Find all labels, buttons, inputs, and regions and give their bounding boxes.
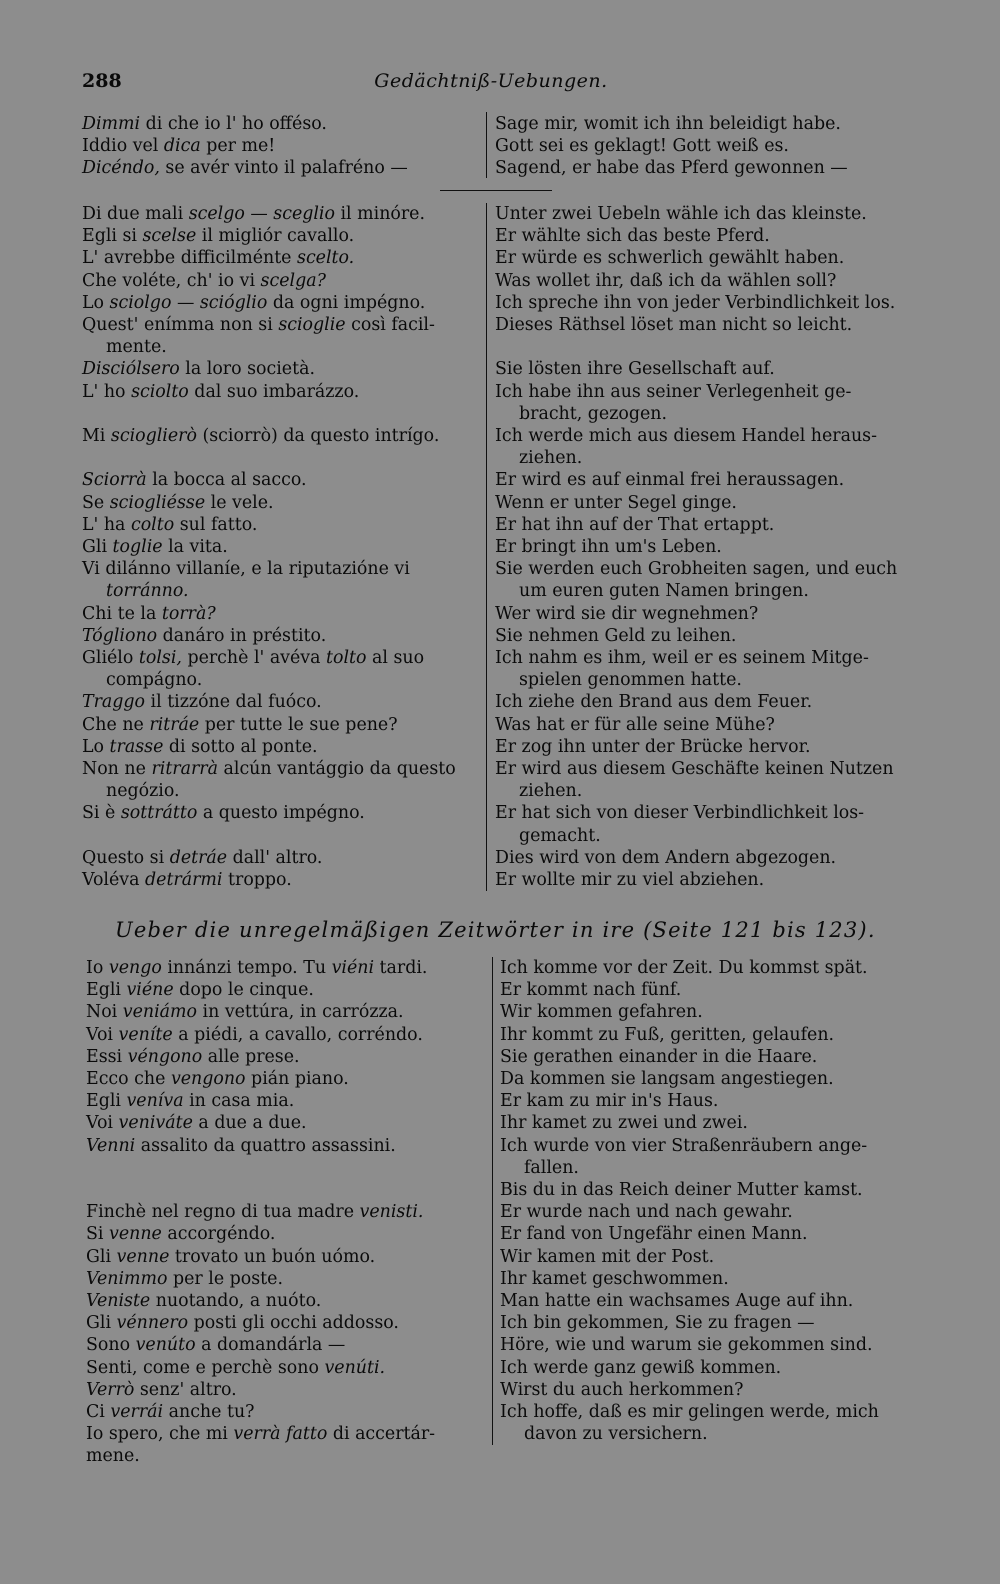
text-segment: Chi te la (82, 603, 162, 624)
german-line: Höre, wie und warum sie gekommen sind. (500, 1335, 873, 1356)
text-segment: Voléva (82, 870, 146, 891)
german-line: ziehen. (519, 781, 583, 802)
text-segment: nuotando, a nuóto. (150, 1291, 322, 1312)
italic-verb: verrái (110, 1402, 164, 1423)
italian-line (82, 758, 477, 780)
text-segment: compágno. (106, 670, 203, 691)
italian-line (82, 780, 477, 802)
german-line: Ihr kommt zu Fuß, geritten, gelaufen. (500, 1024, 835, 1045)
italic-verb: Tógliono (82, 625, 158, 646)
italic-verb: venisti. (359, 1202, 424, 1223)
section2-german-column (495, 203, 898, 891)
italic-verb: torránno. (106, 581, 189, 602)
italian-line (86, 1135, 481, 1157)
text-segment: a questo impégno. (197, 803, 365, 824)
italian-line (82, 802, 477, 824)
german-line: Ich komme vor der Zeit. Du kommst spät. (500, 958, 868, 978)
text-segment: la bocca al sacco. (146, 470, 307, 491)
text-segment: in casa mia. (183, 1091, 295, 1112)
italic-verb: sottrátto (120, 803, 198, 824)
italic-verb: Disciólsero (82, 359, 180, 380)
text-segment (82, 448, 88, 468)
italian-line (86, 1445, 481, 1467)
italic-verb: veniváte (118, 1113, 193, 1134)
text-segment: in vettúra, in carrózza. (197, 1002, 404, 1023)
german-line (495, 336, 895, 358)
italian-line (82, 825, 477, 847)
german-line: Wenn er unter Segel ginge. (495, 492, 737, 513)
text-segment: Lo (82, 292, 110, 313)
italian-line (86, 1157, 481, 1179)
german-line: Wir kommen gefahren. (500, 1002, 703, 1023)
text-segment: — (244, 204, 274, 224)
text-segment: L' ho (82, 381, 132, 402)
italian-line (82, 847, 477, 869)
section1-italian-column (82, 113, 477, 180)
italian-line (86, 1268, 481, 1290)
german-line: Er fand von Ungefähr einen Mann. (500, 1224, 808, 1245)
italian-line (82, 514, 477, 536)
italian-line (82, 691, 477, 713)
italian-line (82, 669, 477, 691)
text-segment (82, 826, 88, 846)
german-line: Ihr kamet zu zwei und zwei. (500, 1113, 748, 1134)
german-line: Er hat ihn auf der That ertappt. (495, 514, 775, 535)
german-line: Sie werden euch Grobheiten sagen, und euch (495, 559, 898, 580)
german-line: Er bringt ihn um's Leben. (495, 537, 722, 558)
text-segment: Voi (86, 1024, 119, 1045)
section1-divider (486, 112, 487, 178)
text-segment: al suo (366, 648, 425, 669)
german-line: Unter zwei Uebeln wähle ich das kleinste. (495, 204, 867, 224)
italian-line (82, 292, 477, 314)
italic-verb: venúto (135, 1335, 196, 1356)
german-line: Ich bin gekommen, Sie zu fragen — (500, 1313, 815, 1334)
italian-line (86, 1223, 481, 1245)
italian-line (86, 979, 481, 1001)
italic-verb: Traggo (82, 692, 146, 713)
text-segment: Gli (82, 537, 113, 558)
text-segment: sul fatto. (174, 514, 258, 535)
german-line: Sage mir, womit ich ihn beleidigt habe. (495, 114, 841, 134)
italian-line (82, 113, 477, 135)
italic-verb: tolsi, (138, 648, 182, 669)
text-segment: per me! (200, 136, 276, 157)
text-segment: — (171, 292, 200, 313)
page-header (82, 70, 900, 100)
text-segment: Che ne (82, 714, 150, 735)
text-segment: Essi (86, 1046, 128, 1067)
italian-line (82, 492, 477, 514)
german-line: Sie gerathen einander in die Haare. (500, 1046, 818, 1067)
italic-verb: sciolgo (109, 292, 172, 313)
text-segment (82, 404, 88, 424)
text-segment (86, 1180, 92, 1200)
text-segment: per le poste. (167, 1268, 283, 1289)
german-line: Man hatte ein wachsames Auge auf ihn. (500, 1291, 854, 1312)
text-segment: assalito da quattro assassini. (135, 1135, 396, 1156)
german-line: Dieses Räthsel löset man nicht so leicht. (495, 315, 853, 336)
german-line: Wirst du auch herkommen? (500, 1379, 744, 1400)
italic-verb: Dicéndo, (82, 158, 160, 179)
text-segment: Gli (86, 1246, 117, 1267)
italian-line (82, 603, 477, 625)
italic-verb: ritrarrà (151, 759, 218, 780)
text-segment: mente. (106, 337, 167, 358)
text-segment: (sciorrò) da questo intrígo. (196, 426, 440, 447)
italic-verb: vénnero (116, 1313, 189, 1334)
text-segment: Quest' enímma non si (82, 315, 279, 336)
running-title: Gedächtniß-Uebungen. (374, 70, 608, 92)
italic-verb: vengo (108, 958, 162, 978)
text-segment: Sono (86, 1335, 136, 1356)
italian-line (82, 358, 477, 380)
italic-verb: scelse (142, 226, 197, 247)
german-line: Er würde es schwerlich gewählt haben. (495, 248, 845, 269)
italic-verb: venúti. (324, 1357, 386, 1378)
italic-verb: sciolto (131, 381, 189, 402)
text-segment: Questo si (82, 847, 170, 868)
italian-line (86, 1046, 481, 1068)
text-segment: a piédi, a cavallo, corréndo. (172, 1024, 423, 1045)
italian-line (86, 1334, 481, 1356)
italic-verb: dica (163, 136, 201, 157)
italic-verb: scioglie (278, 315, 346, 336)
italic-verb: veníte (118, 1024, 173, 1045)
text-segment: il migliór cavallo. (196, 226, 355, 247)
italic-verb: véngono (127, 1046, 203, 1067)
german-line: Er wird aus diesem Geschäfte keinen Nutzen (495, 759, 894, 780)
section1-german-column (495, 113, 895, 180)
text-segment: senz' altro. (134, 1379, 237, 1400)
german-line: Ich wurde von vier Straßenräubern ange- (500, 1135, 868, 1156)
text-segment: mene. (86, 1446, 140, 1467)
italic-verb: sceglio (273, 204, 335, 224)
italic-verb: scelga? (260, 270, 326, 291)
text-segment: per tutte le sue pene? (199, 714, 398, 735)
italian-line (86, 1068, 481, 1090)
text-segment: alle prese. (202, 1046, 300, 1067)
italian-line (86, 1423, 481, 1445)
text-segment: Se (82, 492, 110, 513)
text-segment: Si è (82, 803, 121, 824)
text-segment: dopo le cinque. (173, 980, 314, 1001)
german-line: Er kam zu mir in's Haus. (500, 1091, 719, 1112)
german-line: Wer wird sie dir wegnehmen? (495, 603, 759, 624)
text-segment: alcún vantággio da questo (217, 759, 456, 780)
italic-verb: trasse (109, 736, 164, 757)
text-segment: a due a due. (192, 1113, 307, 1134)
text-segment: posti gli occhi addosso. (188, 1313, 399, 1334)
german-line: Er zog ihn unter der Brücke hervor. (495, 736, 811, 757)
text-segment: dall' altro. (227, 847, 323, 868)
italian-line (82, 314, 477, 336)
italian-line (86, 1179, 481, 1201)
text-segment: se avér vinto il palafréno — (159, 158, 408, 179)
text-segment: Gliélo (82, 648, 139, 669)
german-line: Er hat sich von dieser Verbindlichkeit los- (495, 803, 865, 824)
text-segment: Io (86, 958, 109, 978)
german-line: Ihr kamet geschwommen. (500, 1268, 729, 1289)
german-line: Er wird es auf einmal frei heraussagen. (495, 470, 845, 491)
italian-line (86, 1024, 481, 1046)
text-segment: il minóre. (334, 204, 426, 224)
italic-verb: venne (116, 1246, 170, 1267)
german-line: Bis du in das Reich deiner Mutter kamst. (500, 1180, 863, 1201)
italian-line (86, 1001, 481, 1023)
text-segment: accorgéndo. (161, 1224, 276, 1245)
italic-verb: sciogliésse (109, 492, 206, 513)
text-segment: Di due mali (82, 204, 189, 224)
italic-verb: veníva (126, 1091, 184, 1112)
german-line: Was wollet ihr, daß ich da wählen soll? (495, 270, 837, 291)
text-segment: Che voléte, ch' io vi (82, 270, 261, 291)
italian-line (82, 270, 477, 292)
text-segment: L' avrebbe difficilménte (82, 248, 298, 269)
italian-line (86, 1201, 481, 1223)
italian-line (82, 381, 477, 403)
italian-line (86, 1312, 481, 1334)
italian-line (86, 1246, 481, 1268)
text-segment: così facil- (345, 315, 435, 336)
text-segment: Voi (86, 1113, 119, 1134)
italian-line (82, 736, 477, 758)
italian-line (86, 1290, 481, 1312)
italian-line (82, 225, 477, 247)
italian-line (82, 447, 477, 469)
page-number: 288 (82, 70, 122, 92)
german-line: Wir kamen mit der Post. (500, 1246, 715, 1267)
text-segment: innánzi tempo. Tu (161, 958, 332, 978)
italic-verb: scelto. (297, 248, 355, 269)
german-line: Ich habe ihn aus seiner Verlegenheit ge- (495, 381, 852, 402)
italic-verb: Verrò (86, 1379, 135, 1400)
italic-verb: viéni (331, 958, 375, 978)
italic-verb: viéne (126, 980, 174, 1001)
german-line: Was hat er für alle seine Mühe? (495, 714, 775, 735)
german-line: fallen. (524, 1157, 579, 1178)
italic-verb: venne (109, 1224, 162, 1245)
german-line: Ich ziehe den Brand aus dem Feuer. (495, 692, 813, 713)
italian-line (86, 1357, 481, 1379)
italic-verb: vengono (170, 1069, 246, 1090)
text-segment: troppo. (222, 870, 292, 891)
section3-german-column (500, 957, 900, 1445)
italian-line (82, 647, 477, 669)
italic-verb: ritráe (149, 714, 200, 735)
german-line: bracht, gezogen. (519, 403, 668, 424)
section3-heading: Ueber die unregelmäßigen Zeitwörter in ire (Seite 121 bis 123). (115, 918, 876, 942)
section3-divider (492, 957, 493, 1445)
text-segment: Vi dilánno villaníe, e la riputazióne vi (82, 559, 410, 580)
german-line: ziehen. (519, 448, 583, 469)
italian-line (82, 714, 477, 736)
german-line: davon zu versichern. (524, 1424, 708, 1445)
italian-line (82, 558, 477, 580)
text-segment: tardi. (374, 958, 428, 978)
italian-line (82, 336, 477, 358)
german-line: Er wollte mir zu viel abziehen. (495, 870, 765, 891)
german-line: Sie nehmen Geld zu leihen. (495, 625, 737, 646)
text-segment: Egli si (82, 226, 143, 247)
german-line: Sie lösten ihre Gesellschaft auf. (495, 359, 775, 380)
text-segment: Noi (86, 1002, 123, 1023)
text-segment: Io spero, che mi (86, 1424, 234, 1445)
italic-verb: verrà fatto (233, 1424, 328, 1445)
italian-line (86, 1112, 481, 1134)
italic-verb: Dimmi (82, 114, 141, 134)
german-line: Dies wird von dem Andern abgezogen. (495, 847, 837, 868)
italic-verb: Venni (86, 1135, 136, 1156)
text-segment: Iddio vel (82, 136, 164, 157)
text-segment: Lo (82, 736, 110, 757)
text-segment: dal suo imbarázzo. (188, 381, 360, 402)
italian-line (82, 425, 477, 447)
german-line: Ich werde mich aus diesem Handel heraus- (495, 426, 877, 447)
text-segment: di accertár- (327, 1424, 436, 1445)
italian-line (82, 135, 477, 157)
italian-line (82, 625, 477, 647)
text-segment: Ecco che (86, 1069, 171, 1090)
text-segment: la loro società. (179, 359, 315, 380)
german-line: spielen genommen hatte. (519, 670, 742, 691)
italian-line (82, 157, 477, 179)
german-line: Ich hoffe, daß es mir gelingen werde, mich (500, 1402, 879, 1423)
text-segment: Finchè nel regno di tua madre (86, 1202, 360, 1223)
italic-verb: tolto (326, 648, 367, 669)
italian-line (86, 1090, 481, 1112)
text-segment: Gli (86, 1313, 117, 1334)
italian-line (82, 403, 477, 425)
german-line: Ich spreche ihn von jeder Verbindlichkeit los. (495, 292, 896, 313)
italic-verb: detrármi (145, 870, 223, 891)
italian-line (82, 536, 477, 558)
text-segment: Non ne (82, 759, 152, 780)
text-segment: trovato un buón uómo. (169, 1246, 376, 1267)
italian-line (86, 1379, 481, 1401)
text-segment: il tizzóne dal fuóco. (145, 692, 322, 713)
text-segment: Senti, come e perchè sono (86, 1357, 325, 1378)
text-segment: anche tu? (163, 1402, 255, 1423)
section2-divider (486, 203, 487, 891)
text-segment (86, 1158, 92, 1178)
italic-verb: detráe (169, 847, 228, 868)
italic-verb: Venimmo (86, 1268, 168, 1289)
german-line: Er wählte sich das beste Pferd. (495, 226, 770, 247)
text-segment: di sotto al ponte. (163, 736, 318, 757)
italic-verb: scióglio (199, 292, 268, 313)
text-segment: Mi (82, 426, 111, 447)
text-segment: a domandárla — (195, 1335, 346, 1356)
text-segment: di che io l' ho offéso. (140, 114, 327, 134)
italic-verb: Veniste (86, 1291, 151, 1312)
italic-verb: toglie (112, 537, 163, 558)
text-segment: Egli (86, 1091, 127, 1112)
text-segment: Egli (86, 980, 127, 1001)
german-line: um euren guten Namen bringen. (519, 581, 809, 602)
italian-line (82, 247, 477, 269)
italian-line (82, 203, 477, 225)
italic-verb: scioglierò (110, 426, 197, 447)
german-line: Er wurde nach und nach gewahr. (500, 1202, 793, 1223)
german-line: Ich nahm es ihm, weil er es seinem Mitge- (495, 648, 869, 669)
german-line: Er kommt nach fünf. (500, 980, 682, 1001)
german-line: gemacht. (519, 825, 601, 846)
italian-line (86, 1401, 481, 1423)
text-segment: negózio. (106, 781, 180, 802)
text-segment: pián piano. (245, 1069, 349, 1090)
text-segment: Ci (86, 1402, 111, 1423)
italic-verb: colto (130, 514, 175, 535)
section1-separator (440, 190, 552, 191)
text-segment: da ogni impégno. (267, 292, 426, 313)
text-segment: le vele. (205, 492, 274, 513)
italian-line (82, 580, 477, 602)
italian-line (86, 957, 481, 979)
german-line: Gott sei es geklagt! Gott weiß es. (495, 136, 789, 157)
section2-italian-column (82, 203, 477, 891)
text-segment: la vita. (162, 537, 228, 558)
german-line: Da kommen sie langsam angestiegen. (500, 1069, 834, 1090)
italic-verb: scelgo (188, 204, 245, 224)
text-segment: perchè l' avéva (181, 648, 327, 669)
text-segment: L' ha (82, 514, 131, 535)
text-segment: Si (86, 1224, 110, 1245)
german-line: Ich werde ganz gewiß kommen. (500, 1357, 782, 1378)
italic-verb: torrà? (161, 603, 216, 624)
text-segment: danáro in préstito. (157, 625, 327, 646)
italic-verb: veniámo (122, 1002, 197, 1023)
italian-line (82, 869, 477, 891)
german-line: Sagend, er habe das Pferd gewonnen — (495, 158, 848, 179)
section3-italian-column (86, 957, 481, 1468)
italian-line (82, 469, 477, 491)
italic-verb: Sciorrà (82, 470, 147, 491)
